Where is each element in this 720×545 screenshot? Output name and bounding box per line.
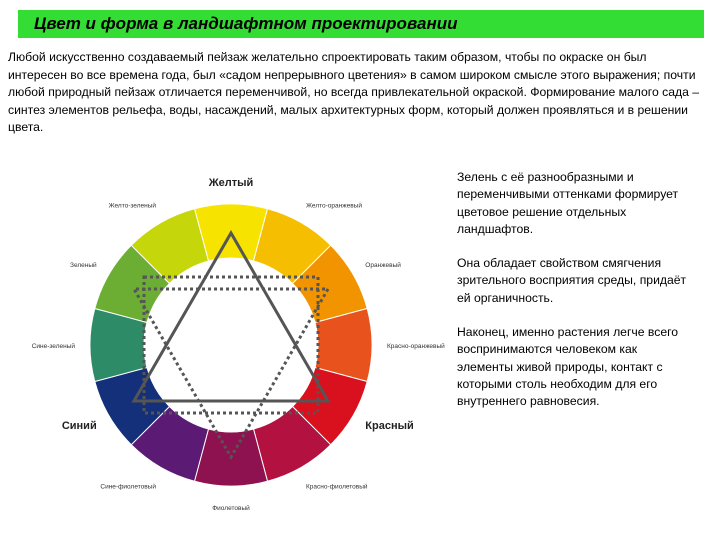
wheel-label-4: Красно-оранжевый bbox=[387, 343, 445, 350]
wheel-label-8: Сине-фиолетовый bbox=[100, 483, 156, 491]
title-bar bbox=[18, 10, 704, 38]
side-text bbox=[457, 169, 692, 428]
side-paragraph: Зелень с её разнообразными и переменчивыми оттенками формирует цветовое решение отдельных ландшафтов. bbox=[457, 170, 679, 236]
color-wheel bbox=[31, 150, 450, 540]
wheel-label-2: Желто-оранжевый bbox=[306, 202, 362, 210]
tertiary-rectangle bbox=[144, 277, 318, 413]
wheel-label-6: Красно-фиолетовый bbox=[306, 483, 368, 491]
wheel-label-10: Сине-зеленый bbox=[31, 343, 75, 350]
intro-paragraph: Любой искусственно создаваемый пейзаж желательно спроектировать таким образом, чтобы по окраске он был интересен во все времена года, был «садом непрерывного цветения» в самом широком смысле этого выражения; почти любой природный пейзаж отличается переменчивой, но всегда привлекательной окраской. Формирование малого сада – синтез элементов рельефа, воды, насаждений, малых архитектурных форм, который должен проявляться и в решении цвета. bbox=[8, 50, 700, 134]
color-wheel-svg bbox=[31, 150, 450, 540]
wheel-label-11: Зеленый bbox=[70, 262, 97, 269]
side-paragraph: Наконец, именно растения легче всего воспринимаются человеком как элементы живой природы, контакт с которыми столь необходим для его внутреннего равновесия. bbox=[457, 325, 679, 409]
slide-title: Цвет и форма в ландшафтном проектировании bbox=[34, 14, 458, 33]
wheel-label-1: Желтый bbox=[208, 177, 254, 189]
wheel-label-5: Красный bbox=[365, 420, 414, 432]
wheel-label-9: Синий bbox=[61, 420, 97, 432]
side-paragraph: Она обладает свойством смягчения зрительного восприятия среды, придаёт ей органичность. bbox=[457, 256, 687, 305]
wheel-label-7: Фиолетовый bbox=[212, 505, 250, 512]
wheel-label-12: Желто-зеленый bbox=[108, 202, 156, 210]
wheel-label-3: Оранжевый bbox=[365, 262, 401, 269]
